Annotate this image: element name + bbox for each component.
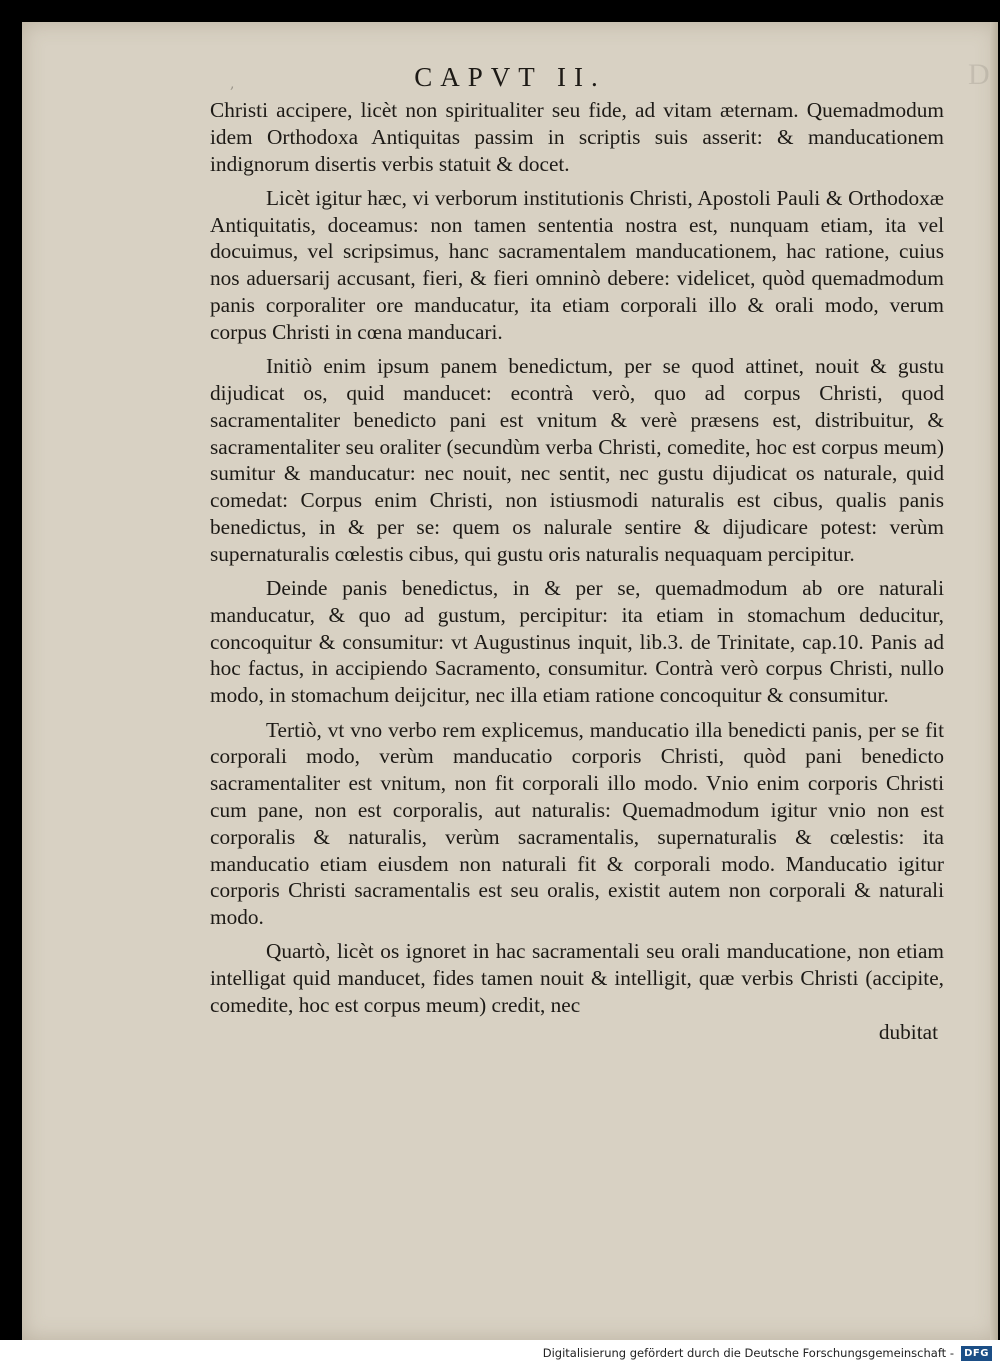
- ink-mark: ,: [230, 76, 235, 92]
- paragraph-6: Quartò, licèt os ignoret in hac sacramentali seu orali manducatione, non etiam intelligat quid manducet, fides tamen nouit & intelligit, quæ verbis Christi (accipite, comedite, hoc est corpus meum) credit, nec: [210, 939, 944, 1017]
- footer-credit: Digitalisierung gefördert durch die Deutsche Forschungsgemeinschaft -: [542, 1346, 954, 1360]
- paragraph-5: Tertiò, vt vno verbo rem explicemus, manducatio illa benedicti panis, per se fit corporali modo, verùm manducatio corporis Christi, quòd pani benedicto sacramentaliter est vnitum, non fit corporali illo modo. Vnio enim corporis Christi cum pane, non est corporalis, aut naturalis: Quemadmodum igitur vnio non est corporalis & naturalis, verùm sacramentalis, supernaturalis & cœlestis: ita manducatio etiam eiusdem non naturali fit & corporali modo. Manducatio igitur corporis Christi sacramentalis est seu oralis, existit autem non corporali & naturali modo.: [210, 717, 944, 930]
- dfg-logo-icon: DFG: [961, 1346, 992, 1361]
- page-edge-shadow: [990, 22, 998, 1340]
- running-head: CAPVT II.: [414, 62, 606, 92]
- paragraph-2: Licèt igitur hæc, vi verborum institutionis Christi, Apostoli Pauli & Orthodoxæ Antiquitatis, doceamus: non tamen sententia nostra est, nunquam etiam, ita vel docuimus, vel scripsimus, hanc sacramentalem manducationem, hac ratione, cuius nos aduersarij accusant, fieri, & fieri omninò debere: videlicet, quòd quemadmodum panis corporaliter ore manducatur, ita etiam corporali illo & orali modo, verum corpus Christi in cœna manducari.: [210, 185, 944, 344]
- book-page: [22, 22, 998, 1340]
- paragraph-1: Christi accipere, licèt non spiritualiter seu fide, ad vitam æternam. Quemadmodum idem Orthodoxa Antiquitas passim in scriptis suis asserit: & manducationem indignorum disertis verbis statuit & docet.: [210, 98, 944, 176]
- text-block: [210, 97, 944, 1046]
- paragraph-3: Initiò enim ipsum panem benedictum, per se quod attinet, nouit & gustu dijudicat os, quid manducet: econtrà verò, quo ad corpus Christi, quod sacramentaliter benedicto pani est vnitum & verè præsens est, distribuitur, & sacramentaliter seu oraliter (secundùm verba Christi, comedite, hoc est corpus meum) sumitur & manducatur: nec nouit, nec sentit, nec gustu dijudicat os naturale, quid comedat: Corpus enim Christi, non istiusmodi naturalis est cibus, qualis panis benedictus, in & per se: quem os nalurale sentire & dijudicare potest: verùm supernaturalis cœlestis cibus, qui gustu oris naturalis nequaquam percipitur.: [210, 354, 944, 566]
- paragraph-4: Deinde panis benedictus, in & per se, quemadmodum ab ore naturali manducatur, & quo ad gustum, percipitur: ita etiam in stomachum deducitur, concoquitur & consumitur: vt Augustinus inquit, lib.3. de Trinitate, cap.10. Panis ad hoc factus, in accipiendo Sacramento, consumitur. Contrà verò corpus Christi, nullo modo, in stomachum deijcitur, nec illa etiam ratione concoquitur & consumitur.: [210, 576, 944, 708]
- catchword: dubitat: [878, 1019, 938, 1044]
- show-through-letters: D: [968, 58, 990, 91]
- digitization-footer: [0, 1340, 1000, 1369]
